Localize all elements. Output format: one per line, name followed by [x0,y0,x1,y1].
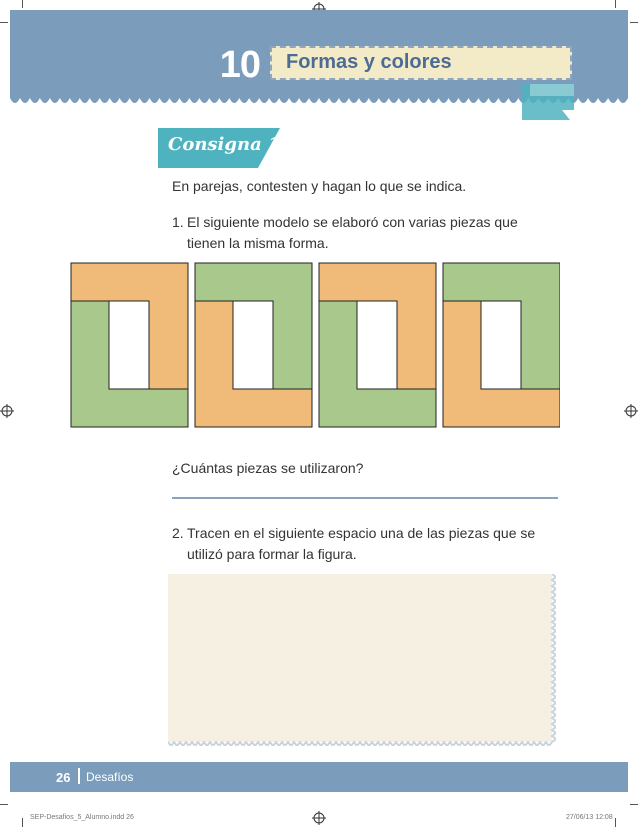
crop-mark [22,818,23,827]
consigna-label: Consigna 1 [168,134,281,155]
figure-block [443,263,560,427]
lesson-number: 10 [219,44,260,86]
footer-section: Desafíos [86,770,134,784]
center-hole [357,301,397,389]
registration-mark-icon [312,811,326,825]
figure-block [195,263,312,427]
registration-mark-icon [0,404,14,418]
lesson-title: Formas y colores [286,51,452,73]
center-hole [481,301,521,389]
item-number: 1. [172,214,184,230]
crop-mark [0,22,8,23]
item-text-line: El siguiente modelo se elaboró con varias piezas que [187,214,518,230]
crop-mark [630,804,638,805]
crop-mark [630,22,638,23]
instruction-item-1 [172,212,572,256]
intro-text: En parejas, contesten y hagan lo que se indica. [172,178,467,194]
item-number: 2. [172,525,184,541]
slug-date: 27/06/13 12:08 [566,814,613,821]
slug-filename: SEP-Desafios_5_Alumno.indd 26 [30,814,134,821]
figure-block [319,263,436,427]
crop-mark [615,0,616,8]
item-text-line: utilizó para formar la figura. [187,546,357,562]
crop-mark [0,804,8,805]
pieces-figure [70,262,560,428]
item-text-line: Tracen en el siguiente espacio una de las piezas que se [187,525,536,541]
center-hole [109,301,149,389]
instruction-item-2 [172,523,572,567]
crop-mark [615,818,616,827]
crop-mark [22,0,23,8]
figure-block [71,263,188,427]
item-text-line: tienen la misma forma. [187,235,329,251]
center-hole [233,301,273,389]
ribbon-flag-icon [522,82,574,122]
drawing-area[interactable] [168,574,556,746]
registration-mark-icon [624,404,638,418]
question-text: ¿Cuántas piezas se utilizaron? [172,460,364,476]
page-number: 26 [56,770,71,785]
answer-line[interactable] [172,497,558,499]
footer-divider [78,768,80,784]
